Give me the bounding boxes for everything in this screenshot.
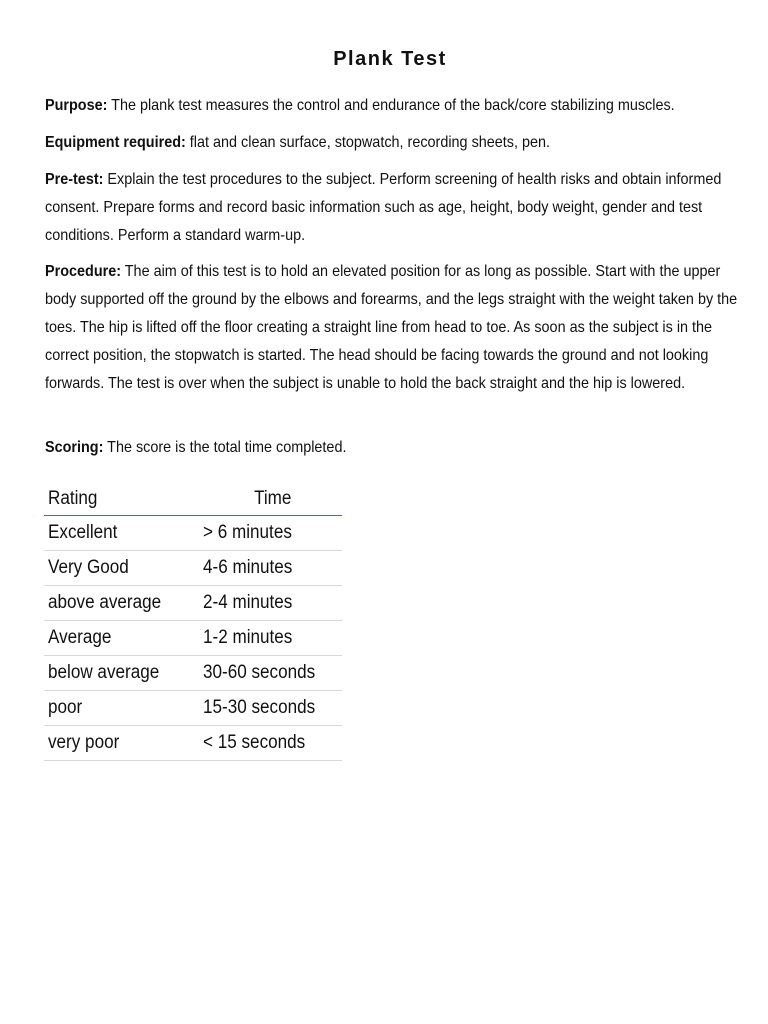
- rating-cell: [44, 691, 199, 726]
- time-value: 2-4 minutes: [203, 592, 293, 613]
- time-header-label: Time: [254, 487, 292, 509]
- rating-cell: [44, 516, 199, 551]
- time-column-header: [199, 482, 342, 516]
- rating-header-label: Rating: [48, 487, 98, 509]
- procedure-text: The aim of this test is to hold an elevated position for as long as possible. Start with the upper body supported off the ground by the elbows and forearms, and the legs straight with the weight taken by the toes. The hip is lifted off the floor creating a straight line from head to toe. As soon as the subject is in the correct position, the stopwatch is started. The head should be facing towards the ground and not looking forwards. The test is over when the subject is unable to hold the back straight and the hip is lowered.: [45, 263, 738, 392]
- rating-table-body: [44, 516, 342, 761]
- time-cell: [199, 691, 342, 726]
- time-cell: [199, 726, 342, 761]
- time-cell: [199, 586, 342, 621]
- rating-cell: [44, 656, 199, 691]
- equipment-label: Equipment required:: [45, 134, 186, 151]
- rating-value: very poor: [48, 732, 120, 753]
- rating-cell: [44, 726, 199, 761]
- rating-value: Average: [48, 627, 112, 648]
- rating-cell: [44, 621, 199, 656]
- rating-table: [44, 482, 342, 761]
- rating-cell: [44, 586, 199, 621]
- rating-cell: [44, 551, 199, 586]
- rating-value: Excellent: [48, 522, 118, 543]
- pretest-paragraph: [45, 166, 738, 250]
- table-row: [44, 551, 342, 586]
- table-row: [44, 726, 342, 761]
- time-value: < 15 seconds: [203, 732, 306, 753]
- table-row: [44, 621, 342, 656]
- purpose-label: Purpose:: [45, 97, 108, 114]
- page-title: Plank Test: [333, 48, 447, 70]
- time-value: 30-60 seconds: [203, 662, 316, 683]
- document-page: [45, 0, 738, 753]
- rating-table-header: [44, 482, 342, 516]
- table-row: [44, 656, 342, 691]
- time-cell: [199, 516, 342, 551]
- rating-value: poor: [48, 697, 83, 718]
- table-row: [44, 586, 342, 621]
- time-cell: [199, 551, 342, 586]
- time-cell: [199, 621, 342, 656]
- procedure-paragraph: [45, 258, 738, 398]
- pretest-text: Explain the test procedures to the subject. Perform screening of health risks and obtain informed consent. Prepare forms and record basic information such as age, height, body weight, gender and test conditions. Perform a standard warm-up.: [45, 171, 722, 244]
- rating-column-header: [44, 482, 199, 516]
- time-value: 1-2 minutes: [203, 627, 293, 648]
- time-value: 15-30 seconds: [203, 697, 316, 718]
- equipment-text: flat and clean surface, stopwatch, recording sheets, pen.: [185, 134, 551, 151]
- time-value: 4-6 minutes: [203, 557, 293, 578]
- time-value: > 6 minutes: [203, 522, 293, 543]
- scoring-paragraph: [45, 434, 738, 462]
- rating-value: Very Good: [48, 557, 129, 578]
- rating-value: below average: [48, 662, 160, 683]
- table-row: [44, 516, 342, 551]
- rating-value: above average: [48, 592, 162, 613]
- equipment-paragraph: [45, 129, 738, 157]
- table-row: [44, 691, 342, 726]
- purpose-text: The plank test measures the control and endurance of the back/core stabilizing muscles.: [107, 97, 675, 114]
- pretest-label: Pre-test:: [45, 171, 104, 188]
- purpose-paragraph: [45, 92, 738, 120]
- time-cell: [199, 656, 342, 691]
- procedure-label: Procedure:: [45, 263, 122, 280]
- scoring-label: Scoring:: [45, 439, 104, 456]
- scoring-text: The score is the total time completed.: [103, 439, 347, 456]
- table-header-row: [44, 482, 342, 516]
